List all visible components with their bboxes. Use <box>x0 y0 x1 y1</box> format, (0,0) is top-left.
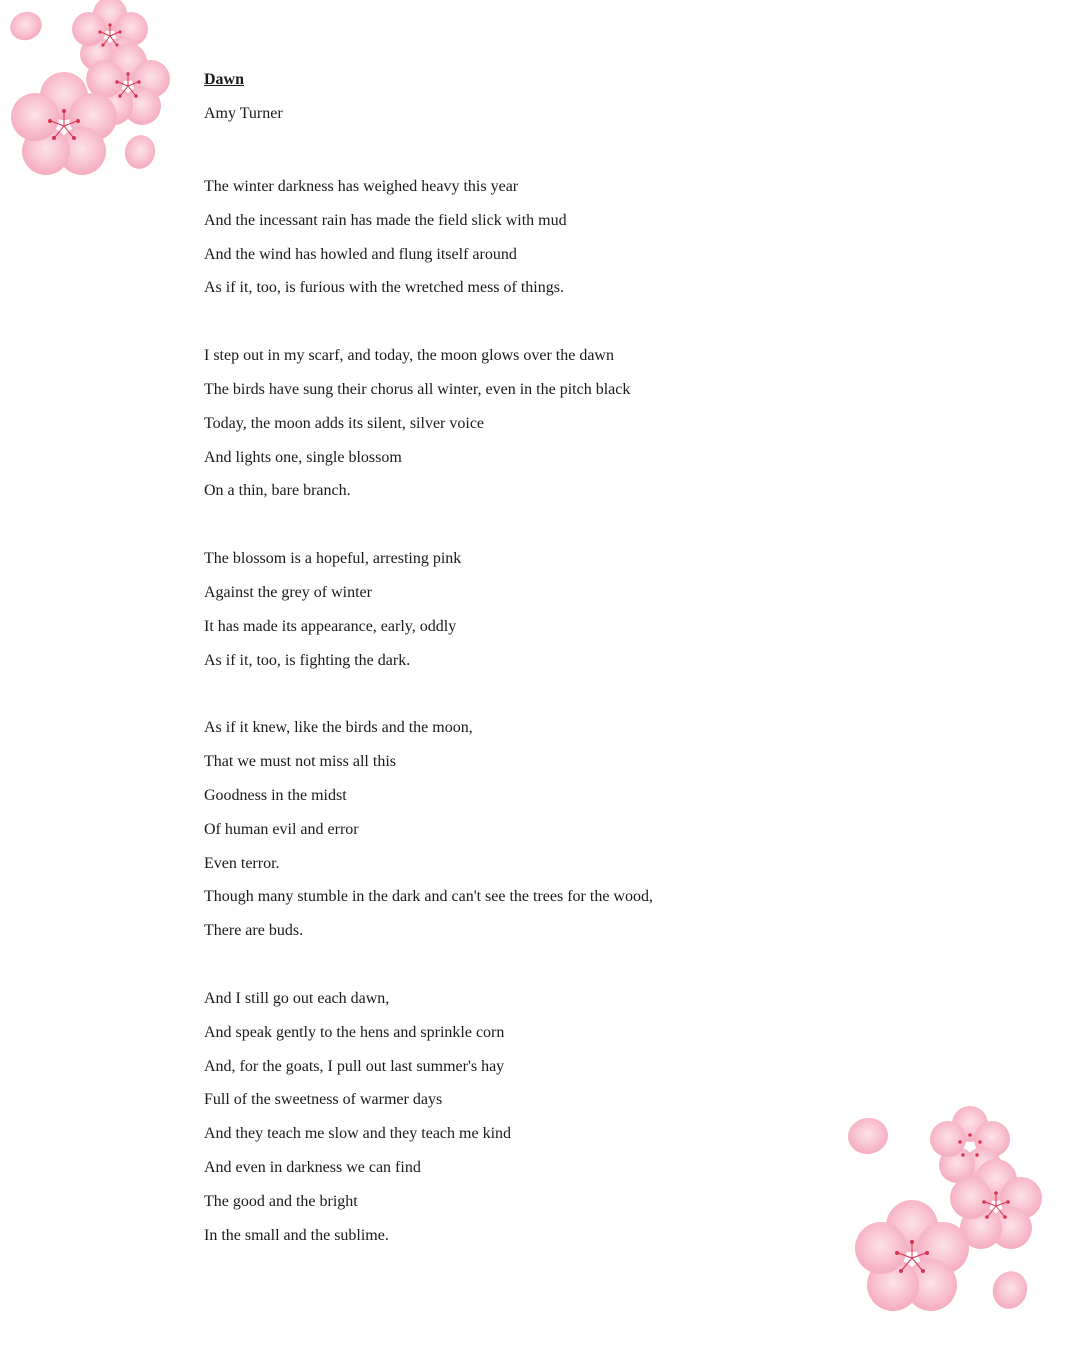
poem-line: And the wind has howled and flung itself around <box>204 245 517 263</box>
poem-line: It has made its appearance, early, oddly <box>204 617 457 635</box>
poem-line: On a thin, bare branch. <box>204 482 351 500</box>
poem-line: The good and the bright <box>204 1192 358 1210</box>
poem-line: And, for the goats, I pull out last summer's hay <box>204 1057 505 1075</box>
poem-line: Though many stumble in the dark and can't see the trees for the wood, <box>204 888 653 906</box>
petal-icon <box>988 1266 1033 1313</box>
poem-line: Against the grey of winter <box>204 583 372 601</box>
poem-line: I step out in my scarf, and today, the moon glows over the dawn <box>204 347 614 365</box>
poem-title: Dawn <box>204 71 245 88</box>
poem-line: And I still go out each dawn, <box>204 989 390 1007</box>
stanza <box>204 711 904 948</box>
poem-line: The winter darkness has weighed heavy this year <box>204 178 519 195</box>
stanza <box>204 170 904 305</box>
poem-line: And lights one, single blossom <box>204 448 402 466</box>
petal-icon <box>6 7 46 44</box>
poem-line: Of human evil and error <box>204 820 359 838</box>
poem-line: As if it, too, is fighting the dark. <box>204 651 411 669</box>
poem-line: Even terror. <box>204 854 280 872</box>
poem-body <box>204 170 904 1252</box>
poem-line: The birds have sung their chorus all winter, even in the pitch black <box>204 380 631 398</box>
poem-line: And even in darkness we can find <box>204 1158 421 1176</box>
stanza <box>204 339 904 508</box>
poem-author: Amy Turner <box>204 105 283 122</box>
poem-line: Today, the moon adds its silent, silver voice <box>204 414 485 432</box>
stanza <box>204 982 904 1252</box>
petal-icon <box>121 132 159 173</box>
cherry-blossom-cluster-top-left <box>0 0 180 190</box>
poem-line: Full of the sweetness of warmer days <box>204 1091 443 1109</box>
poem-line: And speak gently to the hens and sprinkle corn <box>204 1023 505 1041</box>
poem-line: In the small and the sublime. <box>204 1226 389 1244</box>
poem-line: There are buds. <box>204 922 304 940</box>
poem-line: Goodness in the midst <box>204 786 347 804</box>
poem <box>204 68 904 1286</box>
poem-line: That we must not miss all this <box>204 753 396 771</box>
poem-line: And they teach me slow and they teach me kind <box>204 1125 512 1143</box>
poem-line: The blossom is a hopeful, arresting pink <box>204 550 462 568</box>
poem-line: As if it, too, is furious with the wretched mess of things. <box>204 279 564 297</box>
stanza <box>204 542 904 677</box>
poem-line: And the incessant rain has made the field slick with mud <box>204 211 567 229</box>
poem-line: As if it knew, like the birds and the moon, <box>204 719 473 737</box>
